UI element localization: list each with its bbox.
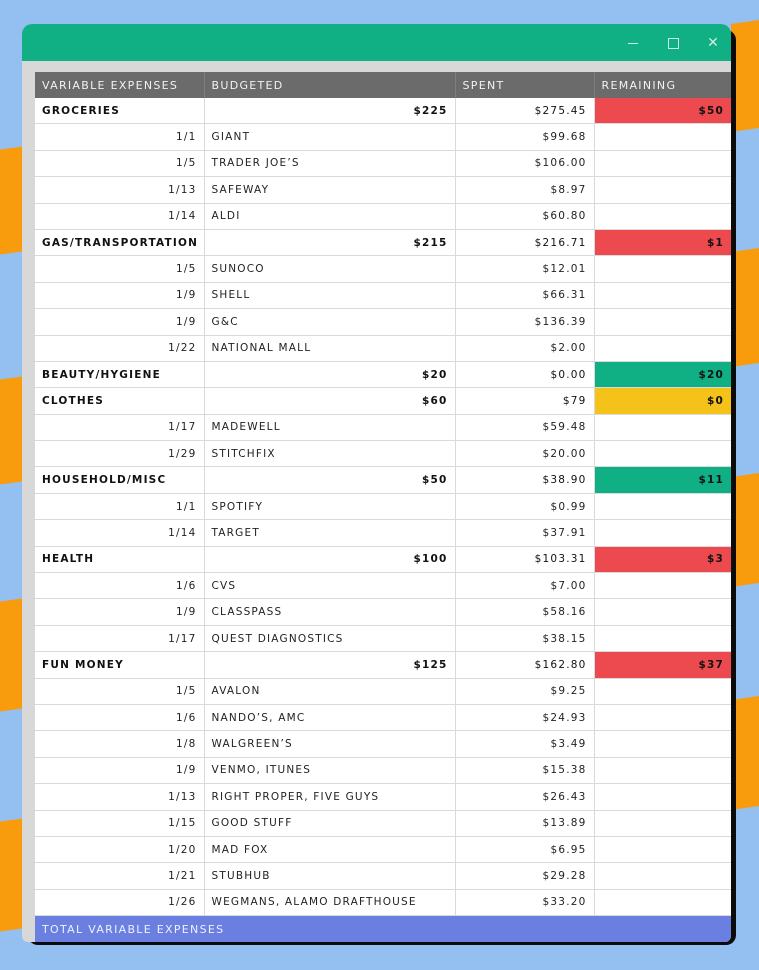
spent-cell[interactable]: $12.01 [455, 256, 594, 282]
remaining-cell[interactable]: $3 [594, 546, 731, 572]
expense-row [35, 573, 731, 599]
spent-cell[interactable]: $6.95 [455, 836, 594, 862]
remaining-cell[interactable] [594, 678, 731, 704]
date-cell[interactable]: 1/6 [35, 704, 204, 730]
spreadsheet-window [22, 24, 731, 942]
spent-cell[interactable]: $20.00 [455, 441, 594, 467]
remaining-cell[interactable]: $11 [594, 467, 731, 493]
merchant-cell[interactable]: GOOD STUFF [204, 810, 455, 836]
date-cell[interactable]: 1/14 [35, 520, 204, 546]
remaining-cell[interactable] [594, 150, 731, 176]
date-cell[interactable]: 1/22 [35, 335, 204, 361]
header-row [35, 72, 731, 98]
budgeted-cell[interactable]: $125 [204, 652, 455, 678]
date-cell[interactable]: 1/8 [35, 731, 204, 757]
maximize-button[interactable] [662, 32, 684, 54]
spent-cell[interactable]: $60.80 [455, 203, 594, 229]
category-row [35, 467, 731, 493]
expense-row [35, 731, 731, 757]
expense-row [35, 889, 731, 915]
remaining-cell[interactable] [594, 784, 731, 810]
spent-cell[interactable]: $66.31 [455, 282, 594, 308]
spent-cell[interactable]: $13.89 [455, 810, 594, 836]
spent-cell[interactable]: $2.00 [455, 335, 594, 361]
spent-cell[interactable]: $7.00 [455, 573, 594, 599]
expense-row [35, 177, 731, 203]
spent-cell[interactable]: $37.91 [455, 520, 594, 546]
category-label[interactable]: GROCERIES [35, 98, 204, 124]
header-budgeted[interactable]: BUDGETED [204, 72, 455, 98]
category-row [35, 652, 731, 678]
spent-cell[interactable]: $162.80 [455, 652, 594, 678]
spent-cell[interactable]: $33.20 [455, 889, 594, 915]
merchant-cell[interactable]: MAD FOX [204, 836, 455, 862]
total-label[interactable]: TOTAL VARIABLE EXPENSES [35, 916, 731, 942]
date-cell[interactable]: 1/29 [35, 441, 204, 467]
remaining-cell[interactable] [594, 889, 731, 915]
merchant-cell[interactable]: QUEST DIAGNOSTICS [204, 625, 455, 651]
spent-cell[interactable]: $24.93 [455, 704, 594, 730]
merchant-cell[interactable]: TARGET [204, 520, 455, 546]
expense-row [35, 599, 731, 625]
spent-cell[interactable]: $3.49 [455, 731, 594, 757]
remaining-cell[interactable] [594, 757, 731, 783]
category-label[interactable]: HOUSEHOLD/MISC [35, 467, 204, 493]
merchant-cell[interactable]: SUNOCO [204, 256, 455, 282]
merchant-cell[interactable]: SHELL [204, 282, 455, 308]
close-icon: ✕ [707, 35, 719, 51]
spent-cell[interactable]: $58.16 [455, 599, 594, 625]
date-cell[interactable]: 1/9 [35, 282, 204, 308]
spent-cell[interactable]: $0.99 [455, 493, 594, 519]
date-cell[interactable]: 1/1 [35, 493, 204, 519]
expense-row [35, 757, 731, 783]
expense-row [35, 414, 731, 440]
remaining-cell[interactable] [594, 520, 731, 546]
merchant-cell[interactable]: ALDI [204, 203, 455, 229]
merchant-cell[interactable]: CLASSPASS [204, 599, 455, 625]
maximize-icon [668, 38, 679, 49]
expense-row [35, 256, 731, 282]
merchant-cell[interactable]: CVS [204, 573, 455, 599]
remaining-cell[interactable]: $37 [594, 652, 731, 678]
remaining-cell[interactable] [594, 704, 731, 730]
category-label[interactable]: GAS/TRANSPORTATION [35, 229, 204, 255]
expense-row [35, 704, 731, 730]
category-label[interactable]: BEAUTY/HYGIENE [35, 361, 204, 387]
spent-cell[interactable]: $29.28 [455, 863, 594, 889]
spent-cell[interactable]: $136.39 [455, 309, 594, 335]
date-cell[interactable]: 1/5 [35, 256, 204, 282]
date-cell[interactable]: 1/26 [35, 889, 204, 915]
background-stripe [0, 818, 22, 931]
remaining-cell[interactable] [594, 282, 731, 308]
spent-cell[interactable]: $99.68 [455, 124, 594, 150]
remaining-cell[interactable] [594, 177, 731, 203]
expense-row [35, 282, 731, 308]
date-cell[interactable]: 1/9 [35, 757, 204, 783]
spent-cell[interactable]: $275.45 [455, 98, 594, 124]
spent-cell[interactable]: $9.25 [455, 678, 594, 704]
merchant-cell[interactable]: WEGMANS, ALAMO DRAFTHOUSE [204, 889, 455, 915]
remaining-cell[interactable] [594, 810, 731, 836]
remaining-cell[interactable] [594, 493, 731, 519]
date-cell[interactable]: 1/6 [35, 573, 204, 599]
background-stripe [0, 146, 22, 254]
category-label[interactable]: HEALTH [35, 546, 204, 572]
spent-cell[interactable]: $106.00 [455, 150, 594, 176]
spent-cell[interactable]: $216.71 [455, 229, 594, 255]
remaining-cell[interactable]: $50 [594, 98, 731, 124]
date-cell[interactable]: 1/5 [35, 150, 204, 176]
merchant-cell[interactable]: WALGREEN’S [204, 731, 455, 757]
total-row [35, 916, 731, 942]
category-row [35, 229, 731, 255]
remaining-cell[interactable]: $1 [594, 229, 731, 255]
date-cell[interactable]: 1/17 [35, 414, 204, 440]
minimize-icon [628, 43, 638, 44]
category-row [35, 388, 731, 414]
table-body [35, 98, 731, 916]
merchant-cell[interactable]: TRADER JOE’S [204, 150, 455, 176]
spent-cell[interactable]: $38.15 [455, 625, 594, 651]
budgeted-cell[interactable]: $100 [204, 546, 455, 572]
header-variable-expenses[interactable]: VARIABLE EXPENSES [35, 72, 204, 98]
remaining-cell[interactable]: $0 [594, 388, 731, 414]
close-button[interactable] [702, 32, 724, 54]
category-label[interactable]: CLOTHES [35, 388, 204, 414]
remaining-cell[interactable] [594, 573, 731, 599]
merchant-cell[interactable]: STUBHUB [204, 863, 455, 889]
budgeted-cell[interactable]: $225 [204, 98, 455, 124]
merchant-cell[interactable]: G&C [204, 309, 455, 335]
merchant-cell[interactable]: GIANT [204, 124, 455, 150]
date-cell[interactable]: 1/5 [35, 678, 204, 704]
remaining-cell[interactable] [594, 836, 731, 862]
expense-row [35, 678, 731, 704]
expense-row [35, 836, 731, 862]
date-cell[interactable]: 1/20 [35, 836, 204, 862]
budgeted-cell[interactable]: $50 [204, 467, 455, 493]
date-cell[interactable]: 1/13 [35, 177, 204, 203]
merchant-cell[interactable]: SPOTIFY [204, 493, 455, 519]
spent-cell[interactable]: $0.00 [455, 361, 594, 387]
expense-row [35, 124, 731, 150]
budgeted-cell[interactable]: $60 [204, 388, 455, 414]
background-stripe [0, 376, 22, 484]
spent-cell[interactable]: $15.38 [455, 757, 594, 783]
date-cell[interactable]: 1/14 [35, 203, 204, 229]
date-cell[interactable]: 1/15 [35, 810, 204, 836]
expense-row [35, 863, 731, 889]
expense-row [35, 335, 731, 361]
expense-row [35, 493, 731, 519]
spent-cell[interactable]: $59.48 [455, 414, 594, 440]
category-row [35, 361, 731, 387]
remaining-cell[interactable] [594, 124, 731, 150]
expense-row [35, 810, 731, 836]
header-spent[interactable]: SPENT [455, 72, 594, 98]
budget-table [35, 72, 731, 942]
merchant-cell[interactable]: NANDO’S, AMC [204, 704, 455, 730]
merchant-cell[interactable]: MADEWELL [204, 414, 455, 440]
background-stripe [0, 598, 22, 711]
spent-cell[interactable]: $26.43 [455, 784, 594, 810]
expense-row [35, 625, 731, 651]
category-row [35, 98, 731, 124]
expense-row [35, 203, 731, 229]
merchant-cell[interactable]: VENMO, ITUNES [204, 757, 455, 783]
remaining-cell[interactable]: $20 [594, 361, 731, 387]
merchant-cell[interactable]: NATIONAL MALL [204, 335, 455, 361]
budgeted-cell[interactable]: $20 [204, 361, 455, 387]
remaining-cell[interactable] [594, 863, 731, 889]
remaining-cell[interactable] [594, 731, 731, 757]
category-row [35, 546, 731, 572]
expense-row [35, 150, 731, 176]
budget-table-container [35, 72, 731, 942]
spent-cell[interactable]: $8.97 [455, 177, 594, 203]
remaining-cell[interactable] [594, 335, 731, 361]
category-label[interactable]: FUN MONEY [35, 652, 204, 678]
date-cell[interactable]: 1/21 [35, 863, 204, 889]
remaining-cell[interactable] [594, 309, 731, 335]
date-cell[interactable]: 1/9 [35, 309, 204, 335]
merchant-cell[interactable]: AVALON [204, 678, 455, 704]
title-bar[interactable] [22, 24, 731, 61]
date-cell[interactable]: 1/13 [35, 784, 204, 810]
spent-cell[interactable]: $103.31 [455, 546, 594, 572]
merchant-cell[interactable]: SAFEWAY [204, 177, 455, 203]
remaining-cell[interactable] [594, 441, 731, 467]
spent-cell[interactable]: $79 [455, 388, 594, 414]
remaining-cell[interactable] [594, 256, 731, 282]
date-cell[interactable]: 1/9 [35, 599, 204, 625]
date-cell[interactable]: 1/17 [35, 625, 204, 651]
header-remaining[interactable]: REMAINING [594, 72, 731, 98]
remaining-cell[interactable] [594, 599, 731, 625]
remaining-cell[interactable] [594, 203, 731, 229]
expense-row [35, 520, 731, 546]
date-cell[interactable]: 1/1 [35, 124, 204, 150]
minimize-button[interactable] [622, 32, 644, 54]
remaining-cell[interactable] [594, 414, 731, 440]
spent-cell[interactable]: $38.90 [455, 467, 594, 493]
expense-row [35, 309, 731, 335]
remaining-cell[interactable] [594, 625, 731, 651]
expense-row [35, 441, 731, 467]
budgeted-cell[interactable]: $215 [204, 229, 455, 255]
expense-row [35, 784, 731, 810]
merchant-cell[interactable]: STITCHFIX [204, 441, 455, 467]
merchant-cell[interactable]: RIGHT PROPER, FIVE GUYS [204, 784, 455, 810]
